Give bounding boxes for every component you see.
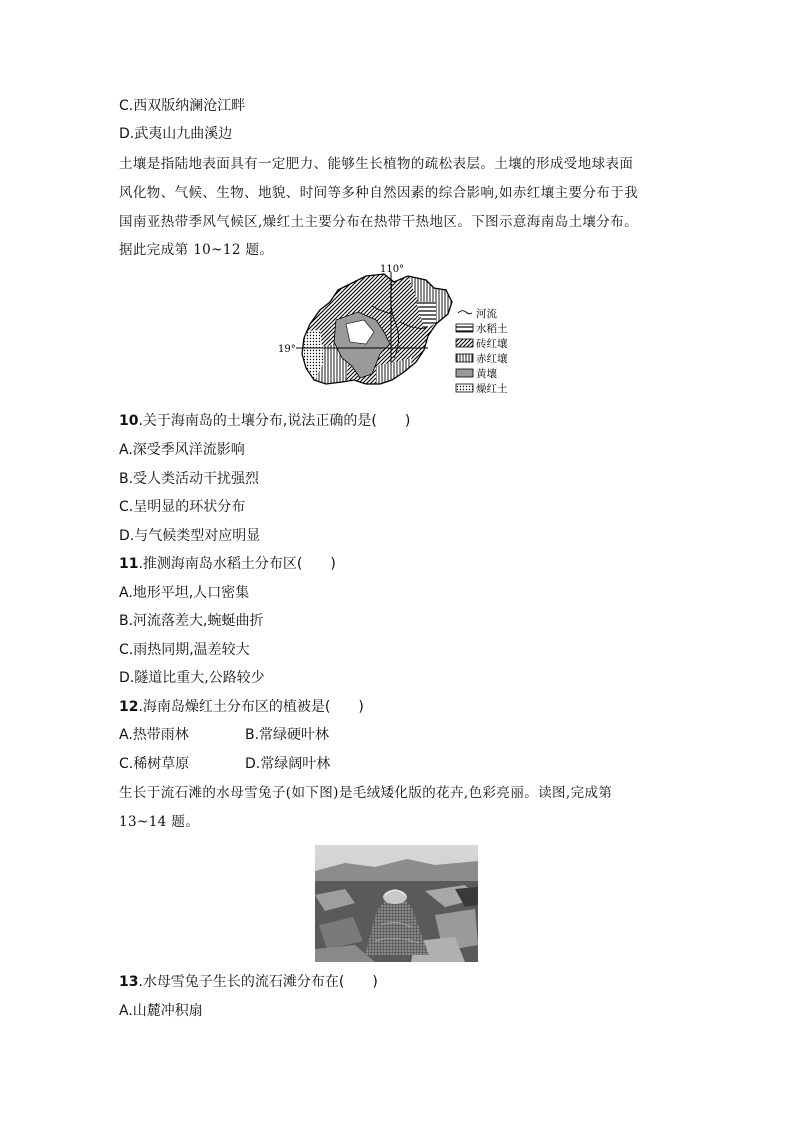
legend-dry-red-soil: 燥红土 — [476, 383, 508, 395]
q12-stem — [119, 697, 364, 717]
q11-number: 11 — [119, 556, 139, 572]
q13-option-a: A.山麓冲积扇 — [119, 1003, 203, 1019]
q13-number: 13 — [119, 974, 139, 990]
legend-paddy-soil: 水稻土 — [476, 323, 508, 335]
longitude-label: 110° — [380, 264, 405, 275]
q12-number: 12 — [119, 699, 139, 715]
legend-latosol: 砖红壤 — [476, 338, 508, 350]
latitude-label: 19° — [278, 344, 296, 355]
passage1-line4: 据此完成第 10~12 题。 — [119, 242, 274, 258]
passage1-line2: 风化物、气候、生物、地貌、时间等多种自然因素的综合影响,如赤红壤主要分布于我 — [119, 185, 638, 201]
q10-option-a: A.深受季风洋流影响 — [119, 442, 245, 458]
passage1-line3: 国南亚热带季风气候区,燥红土主要分布在热带干热地区。下图示意海南岛土壤分布。 — [119, 214, 638, 230]
hainan-soil-map — [276, 262, 526, 404]
q10-option-b: B.受人类活动干扰强烈 — [119, 471, 260, 487]
legend-red-soil: 赤红壤 — [476, 353, 508, 365]
snow-lotus-photo — [315, 845, 478, 962]
option-c-prev: C.西双版纳澜沧江畔 — [119, 98, 246, 114]
q12-option-a: A.热带雨林 — [119, 727, 189, 743]
legend-red-soil-swatch — [456, 354, 473, 362]
q11-option-a: A.地形平坦,人口密集 — [119, 585, 250, 601]
q10-text: .关于海南岛的土壤分布,说法正确的是( ) — [138, 413, 411, 429]
legend-paddy-swatch — [456, 324, 473, 332]
q11-stem — [119, 554, 336, 574]
legend-latosol-swatch — [456, 339, 473, 347]
map-legend — [456, 307, 508, 395]
q10-number: 10 — [119, 413, 139, 429]
q13-stem — [119, 972, 378, 992]
legend-yellow-soil-swatch — [456, 369, 473, 377]
q12-text: .海南岛燥红土分布区的植被是( ) — [138, 699, 364, 715]
q10-stem — [119, 411, 410, 431]
q12-option-c: C.稀树草原 — [119, 756, 190, 772]
passage1-line1: 土壤是指陆地表面具有一定肥力、能够生长植物的疏松表层。土壤的形成受地球表面 — [119, 156, 634, 172]
q13-text: .水母雪兔子生长的流石滩分布在( ) — [138, 974, 378, 990]
q12-option-b: B.常绿硬叶林 — [245, 727, 330, 743]
option-d-prev: D.武夷山九曲溪边 — [119, 126, 233, 142]
legend-river-symbol — [458, 311, 472, 314]
q11-option-b: B.河流落差大,蜿蜒曲折 — [119, 613, 264, 629]
legend-dry-red-soil-swatch — [456, 384, 473, 392]
passage2-line1: 生长于流石滩的水母雪兔子(如下图)是毛绒矮化版的花卉,色彩亮丽。读图,完成第 — [119, 785, 613, 801]
q11-text: .推测海南岛水稻土分布区( ) — [138, 556, 336, 572]
passage2-line2: 13~14 题。 — [119, 814, 200, 830]
q11-option-c: C.雨热同期,温差较大 — [119, 642, 250, 658]
legend-river: 河流 — [476, 308, 497, 320]
q12-option-d: D.常绿阔叶林 — [245, 756, 331, 772]
q10-option-d: D.与气候类型对应明显 — [119, 528, 261, 544]
q11-option-d: D.隧道比重大,公路较少 — [119, 670, 265, 686]
legend-yellow-soil: 黄壤 — [476, 368, 497, 380]
q10-option-c: C.呈明显的环状分布 — [119, 499, 246, 515]
